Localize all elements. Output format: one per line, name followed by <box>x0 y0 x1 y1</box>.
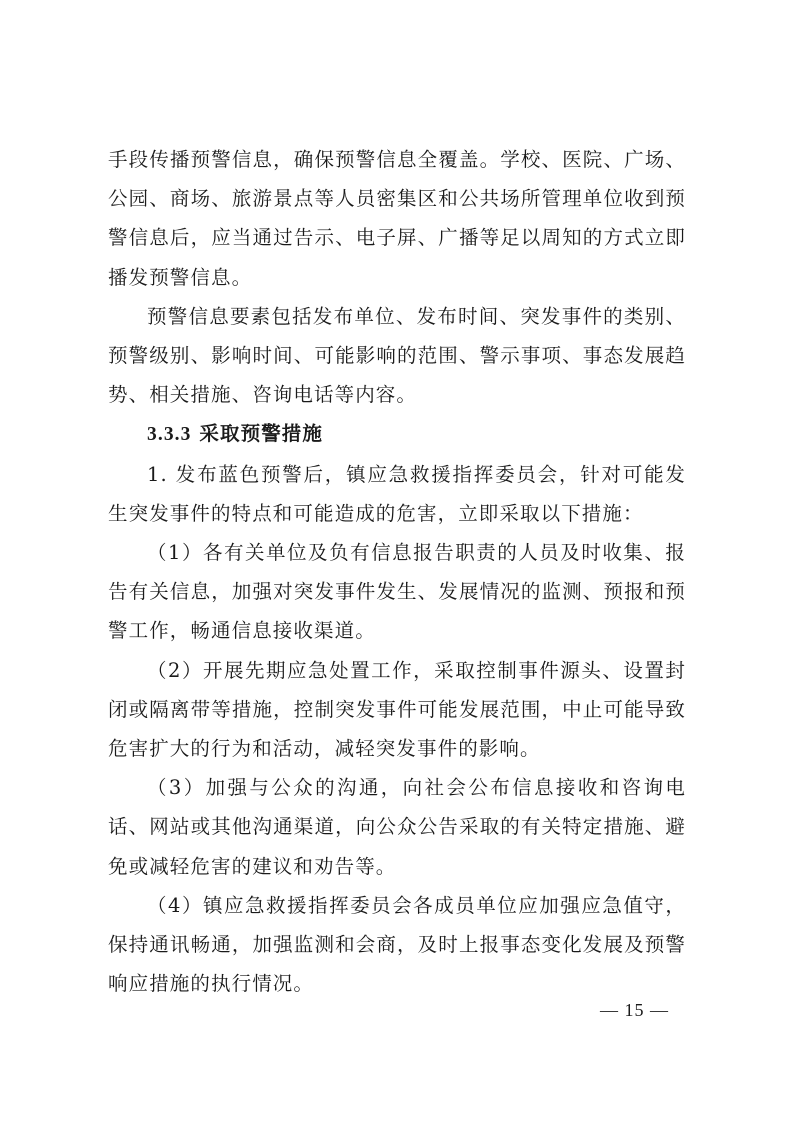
measure-item-4: （4）镇应急救援指挥委员会各成员单位应加强应急值守，保持通讯畅通，加强监测和会商，及时上报事态变化发展及预警响应措施的执行情况。 <box>108 893 686 996</box>
section-title: 采取预警措施 <box>199 422 323 446</box>
measure-item-3: （3）加强与公众的沟通，向社会公布信息接收和咨询电话、网站或其他沟通渠道，向公众公告采取的有关特定措施、避免或减轻危害的建议和劝告等。 <box>108 776 686 878</box>
measures-intro: 1. 发布蓝色预警后，镇应急救援指挥委员会，针对可能发生突发事件的特点和可能造成的危害，立即采取以下措施： <box>108 462 686 525</box>
page-number: — 15 — <box>600 1000 669 1020</box>
document-body <box>108 140 686 1003</box>
section-heading <box>108 414 686 454</box>
measure-item-2: （2）开展先期应急处置工作，采取控制事件源头、设置封闭或隔离带等措施，控制突发事件可能发展范围，中止可能导致危害扩大的行为和活动，减轻突发事件的影响。 <box>108 658 686 761</box>
section-number: 3.3.3 <box>147 424 192 446</box>
paragraph-warning-elements: 预警信息要素包括发布单位、发布时间、突发事件的类别、预警级别、影响时间、可能影响的范围、警示事项、事态发展趋势、相关措施、咨询电话等内容。 <box>108 304 686 407</box>
paragraph-continuation: 手段传播预警信息，确保预警信息全覆盖。学校、医院、广场、公园、商场、旅游景点等人员密集区和公共场所管理单位收到预警信息后，应当通过告示、电子屏、广播等足以周知的方式立即播发预警信息。 <box>108 148 686 289</box>
measure-item-1: （1）各有关单位及负有信息报告职责的人员及时收集、报告有关信息，加强对突发事件发生、发展情况的监测、预报和预警工作，畅通信息接收渠道。 <box>108 541 686 643</box>
